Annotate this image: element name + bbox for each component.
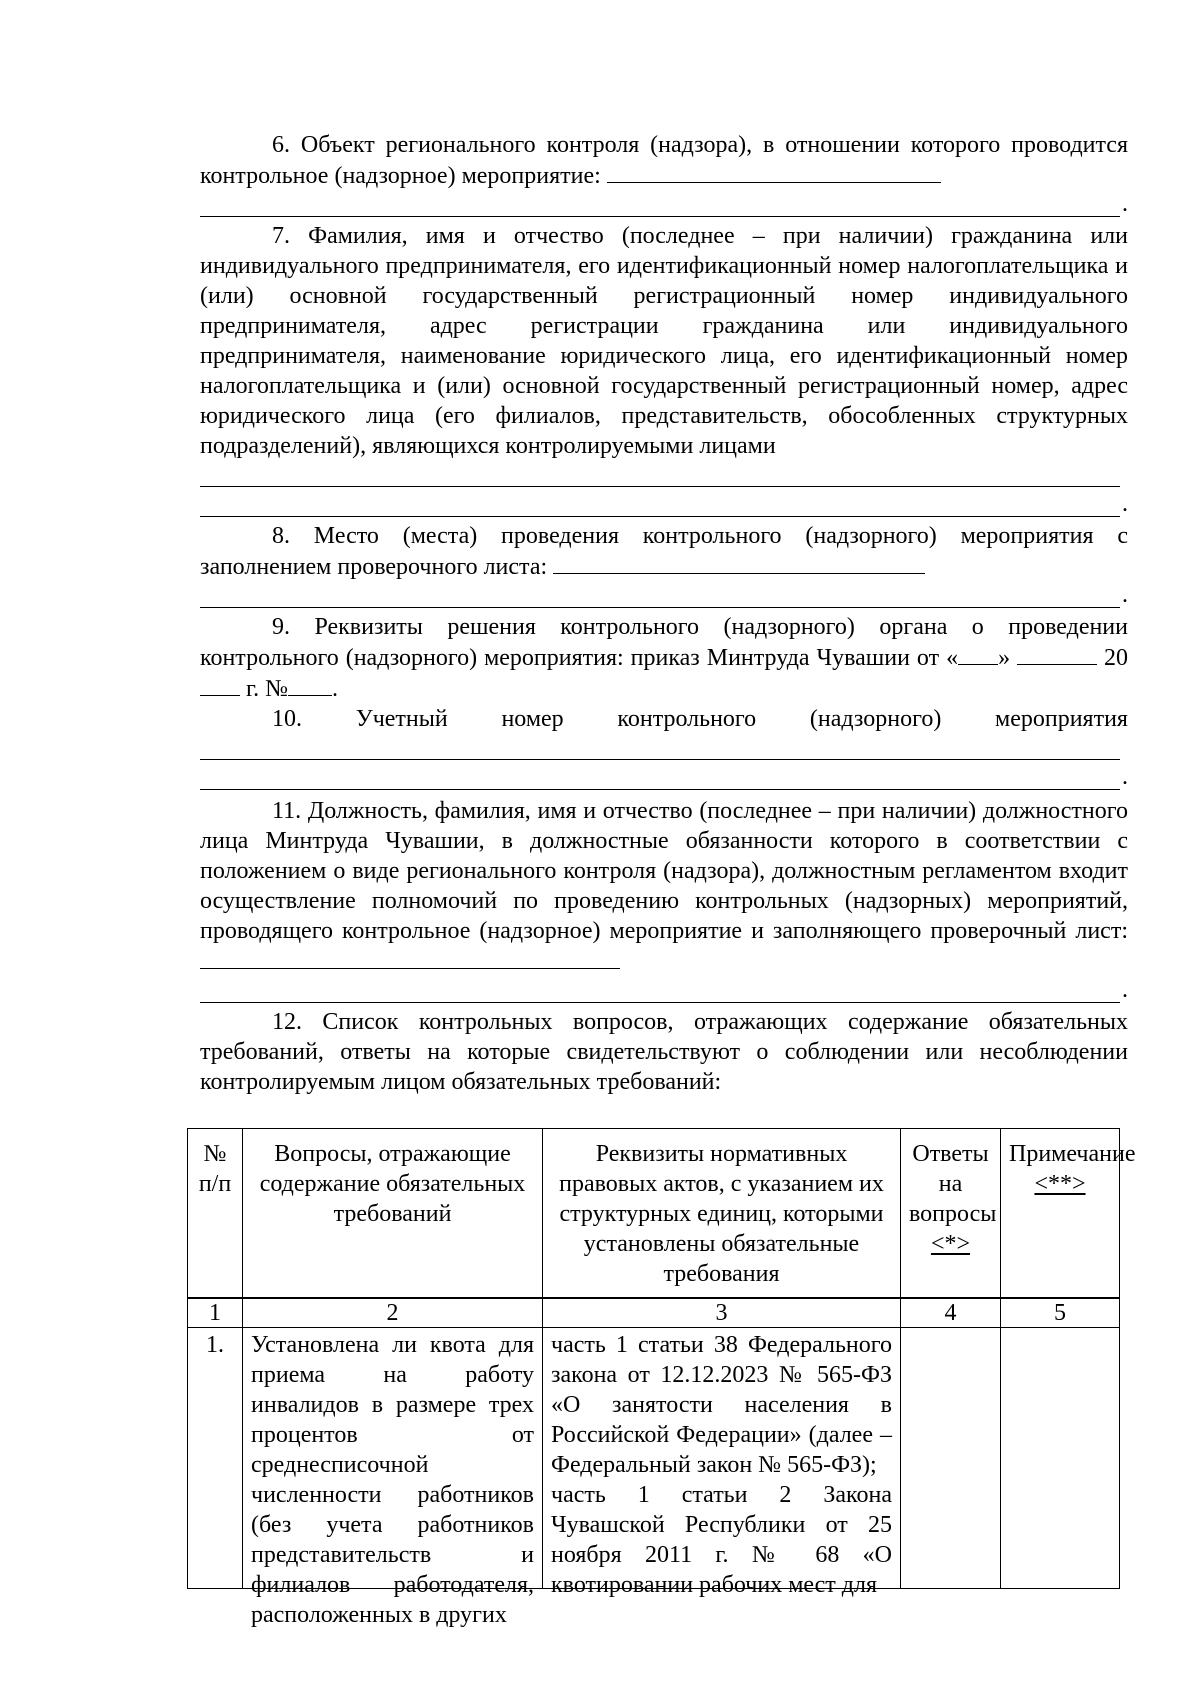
item-7-fill-line-1[interactable] <box>200 461 1128 491</box>
header-answers: Ответы на вопросы <*> <box>901 1129 1001 1299</box>
item-9-year-field[interactable] <box>200 673 240 696</box>
answers-footnote-ref[interactable]: <*> <box>930 1231 971 1257</box>
row-note-cell[interactable] <box>1001 1328 1120 1589</box>
column-number: 2 <box>243 1298 543 1328</box>
item-10-word-6: мероприятия <box>995 706 1128 732</box>
item-8-fill-line[interactable] <box>553 551 925 574</box>
document-body <box>200 130 1128 1097</box>
header-questions: Вопросы, отражающие содержание обязательных требований <box>243 1129 543 1299</box>
row-requisites <box>543 1328 901 1598</box>
column-number: 5 <box>1001 1298 1120 1328</box>
checklist-table <box>187 1128 1136 1628</box>
table-row <box>188 1328 1120 1589</box>
item-9-decision-requisites <box>200 612 1128 704</box>
item-11-official <box>200 796 1128 977</box>
item-9-close-quote: » <box>998 645 1011 671</box>
item-8-fill-line-2[interactable]: . <box>200 582 1128 612</box>
item-7-controlled-person <box>200 221 1128 461</box>
item-10-word-4: контрольного <box>617 706 757 732</box>
header-requisites: Реквизиты нормативных правовых актов, с указанием их структурных единиц, которыми установлены обязательные требования <box>543 1129 901 1299</box>
item-12-question-list <box>200 1007 1128 1097</box>
item-11-fill-line[interactable] <box>200 946 620 969</box>
item-8-text: 8. Место (места) проведения контрольного (надзорного) мероприятия с заполнением проверочного листа: <box>200 523 1128 580</box>
item-10-word-3: номер <box>501 706 564 732</box>
requisites-part-2: часть 1 статьи 2 Закона Чувашской Республики от 25 ноября 2011 г. № 68 «О квотировании рабочих мест для <box>551 1482 892 1598</box>
item-9-text: 9. Реквизиты решения контрольного (надзорного) органа о проведении контрольного (надзорного) мероприятия: приказ Минтруда Чувашии от « <box>200 614 1128 671</box>
header-note: Примечание <**> <box>1001 1129 1120 1299</box>
column-number: 1 <box>188 1298 243 1328</box>
item-10-record-number <box>200 704 1128 734</box>
item-9-number-field[interactable] <box>288 673 332 696</box>
item-9-day-field[interactable] <box>958 642 998 665</box>
item-10-word-2: Учетный <box>355 706 448 732</box>
column-number: 4 <box>901 1298 1001 1328</box>
item-9-end: . <box>332 676 339 702</box>
header-number: № п/п <box>188 1129 243 1299</box>
requisites-part-1: часть 1 статьи 38 Федерального закона от 12.12.2023 № 565-ФЗ «О занятости населения в Российской Федерации» (далее – Федеральный закон № 565-ФЗ); <box>551 1332 892 1478</box>
item-6-object-of-control <box>200 130 1128 191</box>
item-9-month-field[interactable] <box>1017 642 1097 665</box>
table-column-numbers-row <box>188 1298 1120 1328</box>
item-10-fill-line-2[interactable]: . <box>200 764 1128 794</box>
row-number: 1. <box>188 1328 243 1589</box>
note-footnote-ref[interactable]: <**> <box>1034 1171 1086 1197</box>
item-12-text: 12. Список контрольных вопросов, отражающих содержание обязательных требований, ответы на которые свидетельствуют о соблюдении или несоблюдении контролируемым лицом обязательных требований: <box>200 1009 1128 1095</box>
item-6-fill-line-2[interactable]: . <box>200 191 1128 221</box>
item-11-fill-line-2[interactable]: . <box>200 977 1128 1007</box>
item-7-text: 7. Фамилия, имя и отчество (последнее – при наличии) гражданина или индивидуального предпринимателя, его идентификационный номер налогоплательщика и (или) основной государственный регистрационный номер индивидуального предпринимателя, адрес регистрации гражданина или индивидуального предпринимателя, наименование юридического лица, его идентификационный номер налогоплательщика и (или) основной государственный регистрационный номер, адрес юридического лица (его филиалов, представительств, обособленных структурных подразделений), являющихся контролируемыми лицами <box>200 223 1128 459</box>
column-number: 3 <box>543 1298 901 1328</box>
item-8-place <box>200 521 1128 582</box>
row-question: Установлена ли квота для приема на работу инвалидов в размере трех процентов от среднесписочной численности работников (без учета работников представительств и филиалов работодателя, расположенных в других <box>243 1328 543 1589</box>
item-11-text: 11. Должность, фамилия, имя и отчество (последнее – при наличии) должностного лица Минтруда Чувашии, в должностные обязанности которого в соответствии с положением о виде регионального контроля (надзора), должностным регламентом входит осуществление полномочий по проведению контрольных (надзорных) мероприятий, проводящего контрольное (надзорное) мероприятие и заполняющего проверочный лист: <box>200 798 1128 944</box>
item-6-fill-line[interactable] <box>607 160 941 183</box>
table-header-row <box>188 1129 1120 1299</box>
item-10-fill-line-1[interactable] <box>200 734 1128 764</box>
item-10-word-5: (надзорного) <box>809 706 942 732</box>
item-7-fill-line-2[interactable]: . <box>200 491 1128 521</box>
item-6-text: 6. Объект регионального контроля (надзора), в отношении которого проводится контрольное (надзорное) мероприятие: <box>200 132 1128 189</box>
item-9-year-prefix: 20 <box>1104 645 1129 671</box>
item-9-year-suffix: г. № <box>246 676 289 702</box>
row-answer-cell[interactable] <box>901 1328 1001 1589</box>
item-10-word-1: 10. <box>272 706 302 732</box>
